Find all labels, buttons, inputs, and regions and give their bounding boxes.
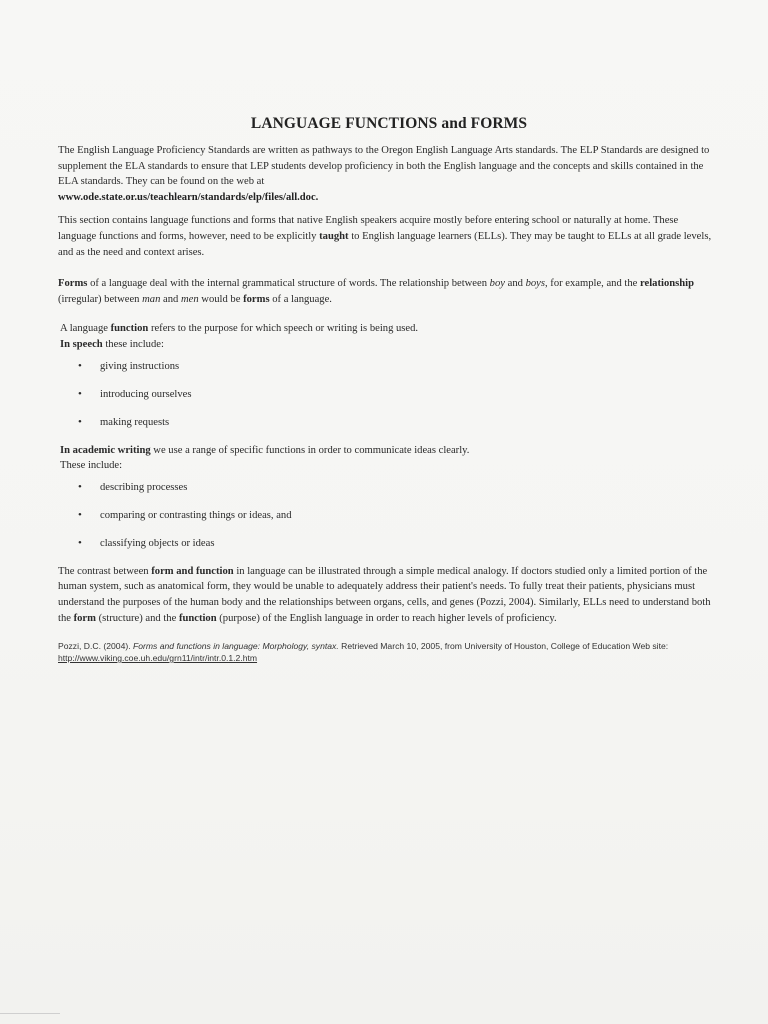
writing-functions-list [58, 480, 714, 564]
list-item-label: giving instructions [100, 360, 180, 372]
standards-url: www.ode.state.or.us/teachlearn/standards/elp/files/all.doc. [58, 191, 319, 203]
list-item-label: making requests [100, 416, 170, 428]
citation-link[interactable]: http://www.viking.coe.uh.edu/grn11/intr/intr.0.1.2.htm [58, 653, 258, 664]
forms-paragraph [58, 276, 714, 307]
forms-text-2: , for example, and the [545, 278, 638, 290]
list-item-label: classifying objects or ideas [100, 537, 215, 549]
writing-text-1: we use a range of specific functions in order to communicate ideas clearly. [153, 444, 470, 456]
list-item [58, 480, 714, 508]
document-body [58, 110, 714, 664]
list-item-label: introducing ourselves [100, 388, 192, 400]
citation-source: Retrieved March 10, 2005, from University of Houston, College of Education Web site: [341, 641, 669, 652]
document-title: LANGUAGE FUNCTIONS and FORMS [250, 115, 528, 132]
analogy-paragraph [58, 564, 714, 626]
forms-and-2: and [163, 293, 179, 305]
list-item-label: comparing or contrasting things or ideas, and [100, 509, 292, 521]
list-item [58, 387, 714, 415]
list-item [58, 508, 714, 536]
citation-title: Forms and functions in language: Morphology, syntax. [132, 641, 339, 652]
function-paragraph [60, 321, 714, 352]
section-text-2: to English language learners (ELLs). They may be taught to ELLs at all grade levels, and as the need and context arises. [58, 230, 712, 258]
function-text-3: these include: [105, 338, 164, 350]
function-text-2: refers to the purpose for which speech or writing is being used. [150, 323, 419, 335]
forms-and-1: and [507, 278, 523, 290]
writing-paragraph [60, 443, 714, 474]
list-item [58, 415, 714, 443]
analogy-text-3: (structure) and the [98, 612, 177, 624]
bullet-icon: • [78, 508, 82, 521]
section-paragraph [58, 213, 714, 260]
form-and-function-term: form and function [151, 565, 234, 577]
bullet-icon: • [78, 480, 82, 493]
function-text-1: A language [60, 323, 108, 335]
bullet-icon: • [78, 536, 82, 549]
forms-text-1: of a language deal with the internal grammatical structure of words. The relationship between [90, 278, 488, 290]
analogy-text-2: in language can be illustrated through a simple medical analogy. If doctors studied only a limited portion of the human system, such as anatomical form, they would be unable to adequately address their patient's needs. To fully treat their patients, physicians must understand the purposes of the human body and the relationships between organs, cells, and genes (Pozzi, 2004). Similarly, ELLs need to understand both the [58, 565, 711, 624]
intro-text: The English Language Proficiency Standards are written as pathways to the Oregon English Language Arts standards. The ELP Standards are designed to supplement the ELA standards to ensure that LEP students develop proficiency in both the English language and the concepts and skills contained in the ELA standards. They can be found on the web at [58, 145, 710, 188]
speech-functions-list [58, 359, 714, 443]
list-item [58, 536, 714, 564]
writing-text-2: These include: [60, 460, 123, 472]
relationship-term: relationship [640, 278, 694, 290]
list-item-label: describing processes [100, 481, 188, 493]
form-term: form [73, 612, 96, 624]
function-term: function [110, 323, 149, 335]
forms-text-5: of a language. [272, 293, 332, 305]
bullet-icon: • [78, 359, 82, 372]
citation [58, 640, 714, 664]
forms-term: Forms [58, 278, 88, 290]
forms-text-4: would be [201, 293, 241, 305]
citation-author: Pozzi, D.C. (2004). [58, 641, 131, 652]
section-bold-taught: taught [319, 230, 349, 242]
in-speech-term: In speech [60, 338, 103, 350]
example-men: men [180, 293, 199, 305]
forms-text-3: (irregular) between [58, 293, 140, 305]
intro-paragraph [58, 143, 714, 205]
example-man: man [142, 293, 161, 305]
example-boy: boy [489, 278, 505, 290]
analogy-text-1: The contrast between [58, 565, 149, 577]
academic-writing-term: In academic writing [60, 444, 151, 456]
analogy-text-4: (purpose) of the English language in order to reach higher levels of proficiency. [219, 612, 557, 624]
function-term-2: function [178, 612, 217, 624]
section-text-1: This section contains language functions and forms that native English speakers acquire mostly before entering school or naturally at home. These language functions and forms, however, need to be explicitly [58, 215, 679, 242]
bullet-icon: • [78, 387, 82, 400]
list-item [58, 359, 714, 387]
example-boys: boys [525, 278, 545, 290]
bullet-icon: • [78, 415, 82, 428]
page-edge-line [0, 1013, 60, 1014]
forms-term-2: forms [243, 293, 270, 305]
